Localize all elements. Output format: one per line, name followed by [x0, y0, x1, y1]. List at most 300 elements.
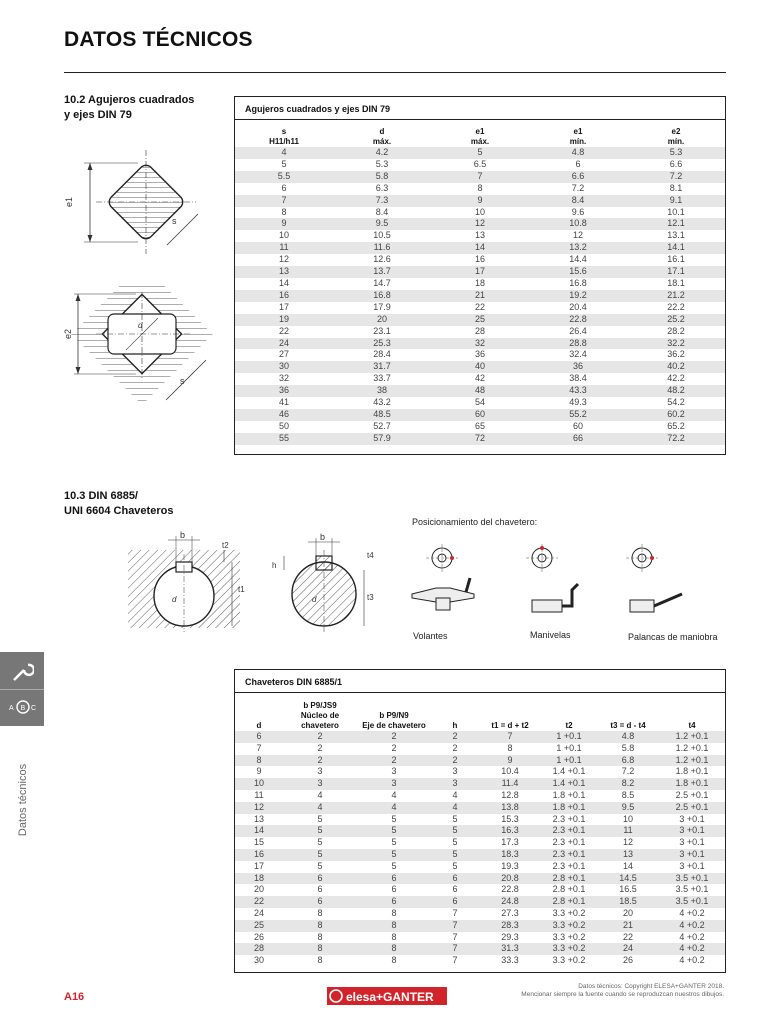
table-cell: 10 — [474, 206, 485, 217]
column-header: e2 mín. — [667, 127, 685, 146]
dim-label-t4: t4 — [367, 551, 374, 560]
table-cell: 1 +0.1 — [556, 742, 582, 753]
dim-label-d: d — [312, 595, 317, 604]
dim-label-b: b — [320, 532, 326, 542]
table-cell: 12.8 — [501, 789, 519, 800]
table-cell: 54.2 — [667, 397, 685, 408]
table-cell: 36 — [474, 349, 485, 360]
table-cell: 28.3 — [479, 920, 541, 932]
table-cell: 7 — [479, 731, 541, 743]
dim-label-e1: e1 — [64, 196, 74, 208]
table-cell: 25 — [235, 920, 283, 932]
section-heading-line: UNI 6604 Chaveteros — [64, 505, 174, 517]
column-header: t1 = d + t2 — [491, 721, 529, 730]
column-header: s H11/h11 — [269, 127, 299, 146]
table-cell: 7 — [235, 195, 333, 207]
table-row — [235, 433, 725, 445]
table-cell: 5 — [281, 158, 287, 169]
table-cell: 43.2 — [373, 397, 391, 408]
table-cell: 5 — [431, 825, 479, 837]
table-cell: 3 +0.1 — [659, 825, 725, 837]
table-cell: 9 — [431, 195, 529, 207]
table-cell: 42 — [474, 373, 485, 384]
table-cell: 2.5 +0.1 — [675, 789, 709, 800]
table-cell: 18.3 — [479, 849, 541, 861]
table-cell: 13 — [597, 849, 659, 861]
column-header: d — [256, 721, 262, 730]
table-cell: 14 — [235, 825, 283, 837]
table-cell: 22 — [278, 325, 289, 336]
table-cell: 25.3 — [333, 338, 431, 350]
section-heading-keyways — [64, 489, 224, 519]
table-row — [235, 302, 725, 314]
wrench-icon — [10, 660, 34, 684]
table-row — [235, 790, 725, 802]
table-cell: 3 +0.1 — [679, 837, 705, 848]
table-cell: 8.1 — [669, 182, 683, 193]
table-cell: 72 — [431, 433, 529, 445]
keyway-diagram — [120, 528, 380, 634]
table-cell: 5 — [357, 849, 431, 861]
table-cell: 72.2 — [627, 433, 725, 445]
table-cell: 3.5 +0.1 — [675, 884, 709, 895]
table-cell: 2 — [452, 742, 458, 753]
table-cell: 33.3 — [501, 955, 519, 966]
table-cell: 16 — [235, 849, 283, 861]
table-cell: 36 — [529, 361, 627, 373]
column-header: t4 — [688, 721, 696, 730]
table-cell: 36.2 — [667, 349, 685, 360]
table-cell: 9 — [479, 755, 541, 767]
table-cell: 2.3 +0.1 — [552, 860, 586, 871]
table-cell: 12 — [622, 837, 633, 848]
table-cell: 9 — [235, 218, 333, 230]
table-row — [235, 218, 725, 230]
table-cell: 4 — [431, 802, 479, 814]
table-cell: 5 — [317, 813, 323, 824]
table-row — [235, 171, 725, 183]
table-cell: 57.9 — [333, 433, 431, 445]
table-cell: 26.4 — [569, 325, 587, 336]
table-cell: 3 — [391, 766, 397, 777]
table-cell: 48.2 — [627, 385, 725, 397]
table-row — [235, 920, 725, 932]
table-body — [235, 731, 725, 967]
table-cell: 4 — [283, 802, 357, 814]
table-cell: 5 — [283, 849, 357, 861]
table-cell: 3 +0.1 — [679, 860, 705, 871]
table-cell: 31.3 — [479, 943, 541, 955]
table-cell: 21.2 — [627, 290, 725, 302]
table-cell: 6 — [431, 873, 479, 885]
table-cell: 7 — [256, 742, 262, 753]
table-cell: 2.8 +0.1 — [541, 873, 597, 885]
table-body — [235, 147, 725, 445]
table-cell: 10.4 — [501, 766, 519, 777]
table-cell: 16.5 — [619, 884, 637, 895]
svg-text:B: B — [20, 705, 26, 712]
table-cell: 5.3 — [375, 158, 389, 169]
pos-label-manivelas: Manivelas — [530, 630, 571, 640]
table-cell: 15.6 — [529, 266, 627, 278]
table-cell: 6.6 — [529, 171, 627, 183]
footer-copyright — [464, 983, 724, 999]
table-cell: 32 — [431, 338, 529, 350]
table-cell: 9.5 — [333, 218, 431, 230]
table-cell: 1.2 +0.1 — [675, 742, 709, 753]
table-cell: 7.2 — [621, 766, 635, 777]
table-cell: 41 — [278, 397, 289, 408]
table-cell: 55 — [235, 433, 333, 445]
table-cell: 8 — [283, 943, 357, 955]
table-cell: 1.8 +0.1 — [675, 766, 709, 777]
table-row — [235, 778, 725, 790]
table-row — [235, 802, 725, 814]
column-header: t2 — [565, 721, 573, 730]
table-row — [235, 349, 725, 361]
table-cell: 10.5 — [373, 230, 391, 241]
table-cell: 25.2 — [627, 314, 725, 326]
table-cell: 7 — [452, 907, 458, 918]
table-cell: 13 — [235, 266, 333, 278]
table-cell: 15 — [253, 837, 264, 848]
table-cell: 65.2 — [667, 420, 685, 431]
table-cell: 30 — [253, 955, 264, 966]
table-cell: 9.5 — [597, 802, 659, 814]
table-cell: 22.8 — [501, 884, 519, 895]
column-header: b P9/JS9 Núcleo de chavetero — [300, 701, 340, 730]
table-cell: 14.4 — [569, 254, 587, 265]
table-row — [235, 861, 725, 873]
table-row — [235, 397, 725, 409]
table-row — [235, 825, 725, 837]
table-cell: 33.7 — [373, 373, 391, 384]
table-row — [235, 183, 725, 195]
column-header: t3 = d - t4 — [610, 721, 646, 730]
square-holes-table — [234, 96, 726, 455]
table-cell: 5 — [431, 147, 529, 159]
table-cell: 48.5 — [333, 409, 431, 421]
table-cell: 13.2 — [529, 242, 627, 254]
table-row — [235, 766, 725, 778]
table-cell: 17.3 — [501, 837, 519, 848]
side-section-label: Datos técnicos — [17, 763, 29, 837]
table-cell: 5 — [391, 813, 397, 824]
table-cell: 21 — [597, 920, 659, 932]
table-row — [235, 266, 725, 278]
table-cell: 6 — [235, 731, 283, 743]
table-row — [235, 254, 725, 266]
table-cell: 5 — [317, 860, 323, 871]
table-cell: 18 — [474, 277, 485, 288]
table-cell: 19 — [235, 314, 333, 326]
pos-label-volantes: Volantes — [413, 631, 448, 641]
table-cell: 22.2 — [667, 301, 685, 312]
table-cell: 2 — [317, 742, 323, 753]
table-cell: 18.1 — [667, 277, 685, 288]
table-cell: 1.8 +0.1 — [659, 778, 725, 790]
table-cell: 65 — [474, 420, 485, 431]
handwheel-position-icon — [412, 544, 474, 610]
table-cell: 27 — [278, 349, 289, 360]
keyways-data-table — [235, 701, 725, 967]
table-cell: 16.8 — [569, 277, 587, 288]
table-cell: 3.5 +0.1 — [659, 873, 725, 885]
dim-label-d: d — [138, 321, 143, 330]
table-cell: 54 — [474, 397, 485, 408]
table-cell: 8 — [235, 755, 283, 767]
table-cell: 8 — [477, 182, 483, 193]
table-cell: 4 +0.2 — [679, 931, 705, 942]
column-header: d máx. — [372, 127, 392, 146]
dim-label-b: b — [180, 530, 186, 540]
table-cell: 5 — [317, 837, 323, 848]
table-cell: 43.3 — [529, 385, 627, 397]
svg-text:A: A — [9, 705, 14, 712]
table-cell: 2 — [431, 755, 479, 767]
table-cell: 22.8 — [529, 314, 627, 326]
table-cell: 60.2 — [627, 409, 725, 421]
table-cell: 6 — [357, 873, 431, 885]
table-row — [235, 195, 725, 207]
table-cell: 4 — [391, 789, 397, 800]
table-cell: 2.5 +0.1 — [659, 802, 725, 814]
table-cell: 32.4 — [569, 349, 587, 360]
table-cell: 6 — [575, 158, 581, 169]
table-cell: 2.3 +0.1 — [552, 837, 586, 848]
table-cell: 6 — [317, 884, 323, 895]
table-row — [235, 731, 725, 743]
table-cell: 14.5 — [597, 873, 659, 885]
table-cell: 19.2 — [529, 290, 627, 302]
table-row — [235, 409, 725, 421]
table-cell: 2 — [283, 731, 357, 743]
page-number: A16 — [64, 991, 85, 1003]
table-cell: 4 +0.2 — [659, 920, 725, 932]
table-row — [235, 849, 725, 861]
dim-label-s: s — [172, 216, 177, 226]
table-cell: 4 — [452, 789, 458, 800]
table-cell: 20.4 — [569, 301, 587, 312]
table-cell: 8.4 — [529, 195, 627, 207]
table-cell: 5 — [283, 825, 357, 837]
table-cell: 14.1 — [627, 242, 725, 254]
table-cell: 22 — [235, 896, 283, 908]
keyways-table — [234, 669, 726, 973]
table-cell: 28 — [474, 325, 485, 336]
table-cell: 40 — [431, 361, 529, 373]
table-row — [235, 932, 725, 944]
table-cell: 10 — [278, 230, 289, 241]
table-cell: 13.8 — [479, 802, 541, 814]
table-cell: 5 — [452, 837, 458, 848]
table-cell: 13 — [253, 813, 264, 824]
dim-label-h: h — [272, 561, 277, 570]
table-cell: 8 — [391, 907, 397, 918]
table-cell: 5 — [357, 825, 431, 837]
abc-icon — [8, 696, 38, 718]
table-cell: 5 — [452, 860, 458, 871]
table-cell: 5.8 — [621, 742, 635, 753]
table-cell: 2.3 +0.1 — [552, 813, 586, 824]
table-cell: 11 — [235, 242, 333, 254]
dim-label-s: s — [180, 376, 185, 386]
table-cell: 4.2 — [333, 147, 431, 159]
table-row — [235, 896, 725, 908]
table-cell: 20.8 — [479, 873, 541, 885]
table-cell: 17 — [278, 301, 289, 312]
table-title: Agujeros cuadrados y ejes DIN 79 — [245, 104, 391, 114]
dim-label-t2: t2 — [222, 541, 229, 550]
table-cell: 3.3 +0.2 — [552, 907, 586, 918]
table-row — [235, 884, 725, 896]
table-cell: 11 — [254, 789, 264, 800]
table-cell: 24 — [235, 338, 333, 350]
table-cell: 6 — [431, 896, 479, 908]
table-cell: 16.1 — [667, 254, 685, 265]
table-row — [235, 361, 725, 373]
table-cell: 6 — [281, 182, 287, 193]
square-hole-diagram — [56, 284, 216, 416]
table-cell: 12.6 — [373, 254, 391, 265]
table-cell: 2.3 +0.1 — [541, 825, 597, 837]
table-cell: 5 — [391, 860, 397, 871]
table-cell: 26 — [622, 955, 633, 966]
table-row — [235, 955, 725, 967]
table-cell: 3 +0.1 — [659, 849, 725, 861]
table-cell: 2 — [357, 731, 431, 743]
table-cell: 55.2 — [529, 409, 627, 421]
elesa-ganter-logo — [327, 987, 447, 1005]
table-cell: 6.5 — [473, 158, 487, 169]
table-cell: 7.2 — [627, 171, 725, 183]
table-cell: 20 — [253, 884, 264, 895]
table-cell: 5.3 — [627, 147, 725, 159]
table-cell: 4 — [317, 789, 323, 800]
table-cell: 2 — [431, 731, 479, 743]
table-cell: 49.3 — [569, 397, 587, 408]
table-cell: 14 — [278, 277, 289, 288]
table-cell: 3.3 +0.2 — [541, 920, 597, 932]
table-cell: 5.8 — [333, 171, 431, 183]
table-cell: 9 — [256, 766, 262, 777]
table-cell: 24 — [253, 907, 264, 918]
table-cell: 8 — [391, 955, 397, 966]
table-cell: 38 — [333, 385, 431, 397]
dim-label-d: d — [172, 595, 177, 604]
table-row — [235, 814, 725, 826]
section-heading-line: y ejes DIN 79 — [64, 109, 132, 121]
table-cell: 13.1 — [667, 230, 685, 241]
table-row — [235, 147, 725, 159]
table-cell: 18.5 — [597, 896, 659, 908]
table-row — [235, 421, 725, 433]
table-cell: 13 — [474, 230, 485, 241]
table-cell: 40.2 — [627, 361, 725, 373]
table-cell: 1.4 +0.1 — [552, 766, 586, 777]
table-cell: 7.2 — [571, 182, 585, 193]
table-row — [235, 290, 725, 302]
table-cell: 60 — [431, 409, 529, 421]
table-cell: 3.5 +0.1 — [659, 896, 725, 908]
table-cell: 7.3 — [333, 195, 431, 207]
footer-note-line: Datos técnicos: Copyright ELESA+GANTER 2018. — [578, 983, 724, 990]
table-cell: 10 — [235, 778, 283, 790]
table-cell: 6.3 — [375, 182, 389, 193]
table-cell: 17.9 — [373, 301, 391, 312]
section-heading-square-holes — [64, 93, 224, 123]
table-cell: 4.8 — [529, 147, 627, 159]
column-header: e1 máx. — [470, 127, 490, 146]
table-cell: 28.4 — [373, 349, 391, 360]
table-cell: 9.6 — [571, 206, 585, 217]
table-cell: 4 +0.2 — [679, 907, 705, 918]
table-row — [235, 385, 725, 397]
table-cell: 17 — [253, 860, 264, 871]
table-cell: 26 — [253, 931, 264, 942]
table-cell: 10 — [622, 813, 633, 824]
table-cell: 14.7 — [373, 277, 391, 288]
table-cell: 2 — [391, 742, 397, 753]
table-cell: 8.5 — [621, 789, 635, 800]
table-cell: 8 — [317, 907, 323, 918]
table-row — [235, 743, 725, 755]
table-cell: 1.2 +0.1 — [659, 731, 725, 743]
table-cell: 22 — [474, 301, 485, 312]
pos-label-palancas: Palancas de maniobra — [628, 632, 718, 642]
table-cell: 32.2 — [627, 338, 725, 350]
table-cell: 16 — [235, 290, 333, 302]
table-header-row — [235, 127, 725, 147]
table-cell: 2.8 +0.1 — [541, 896, 597, 908]
square-shaft-diagram — [56, 150, 216, 270]
table-cell: 11 — [597, 825, 659, 837]
table-cell: 14 — [622, 860, 633, 871]
table-row — [235, 230, 725, 242]
table-cell: 31.7 — [333, 361, 431, 373]
table-cell: 10.1 — [667, 206, 685, 217]
table-cell: 3.3 +0.2 — [552, 955, 586, 966]
dim-label-t3: t3 — [367, 593, 374, 602]
dim-label-t1: t1 — [238, 585, 245, 594]
svg-text:C: C — [31, 705, 37, 712]
table-cell: 17.1 — [627, 266, 725, 278]
table-cell: 38.4 — [569, 373, 587, 384]
table-cell: 12 — [572, 230, 583, 241]
table-cell: 2.8 +0.1 — [552, 884, 586, 895]
table-cell: 20 — [622, 907, 633, 918]
table-cell: 1 +0.1 — [541, 731, 597, 743]
table-cell: 5 — [452, 813, 458, 824]
table-cell: 42.2 — [667, 373, 685, 384]
table-cell: 9.1 — [627, 195, 725, 207]
column-header: b P9/N9 Eje de chavetero — [362, 711, 426, 730]
section-heading-line: 10.2 Agujeros cuadrados — [64, 94, 195, 106]
table-cell: 8 — [317, 931, 323, 942]
table-cell: 7 — [452, 955, 458, 966]
table-cell: 23.1 — [373, 325, 391, 336]
table-cell: 1 +0.1 — [541, 755, 597, 767]
table-cell: 66 — [529, 433, 627, 445]
table-cell: 21 — [431, 290, 529, 302]
table-cell: 48 — [431, 385, 529, 397]
square-holes-data-table — [235, 127, 725, 445]
table-cell: 52.7 — [373, 420, 391, 431]
table-cell: 16.3 — [479, 825, 541, 837]
table-cell: 8 — [317, 955, 323, 966]
table-row — [235, 326, 725, 338]
table-title-rule — [235, 119, 725, 120]
